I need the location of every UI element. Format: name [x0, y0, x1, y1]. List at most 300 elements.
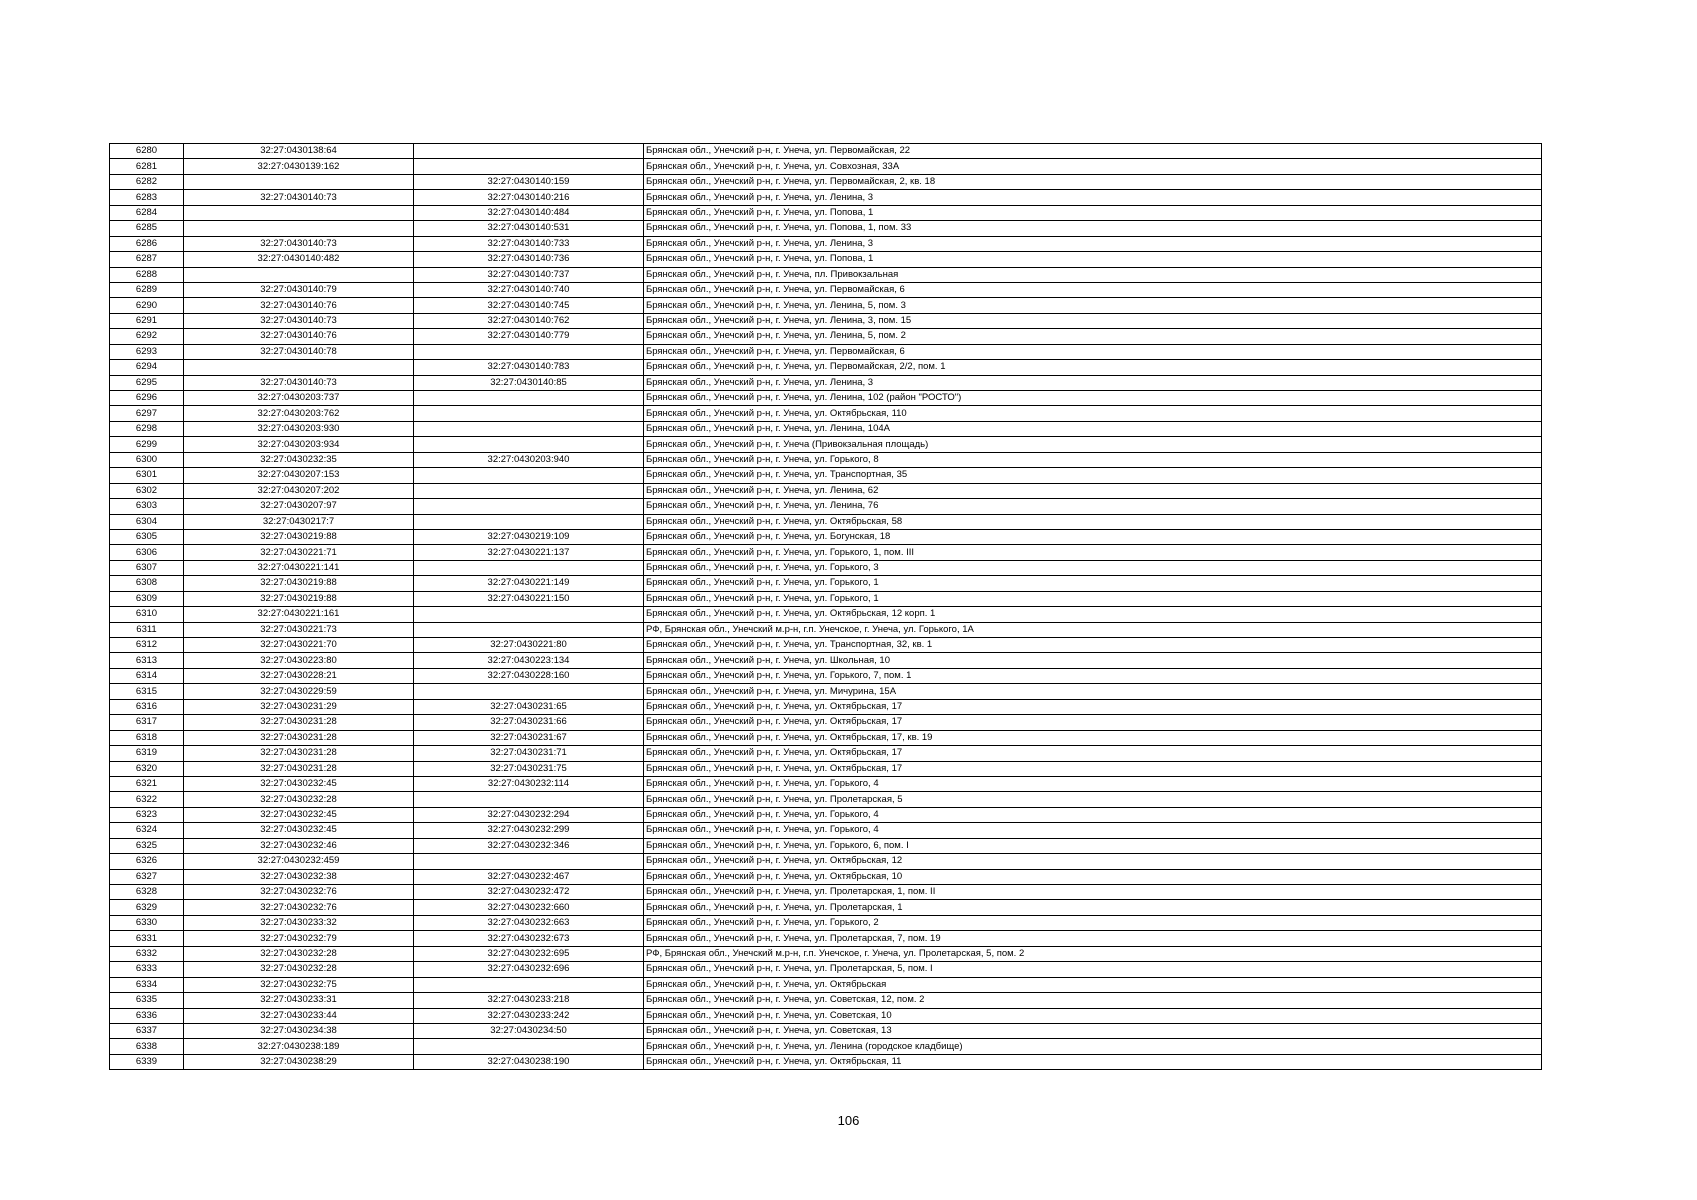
address-cell: Брянская обл., Унечский р-н, г. Унеча, ул. Ленина, 3, пом. 15: [644, 313, 1542, 328]
row-number-cell: 6324: [110, 823, 184, 838]
parcel-number-cell: 32:27:0430219:88: [184, 529, 414, 544]
object-number-cell: 32:27:0430140:733: [414, 236, 644, 251]
table-row: [110, 684, 1542, 699]
object-number-cell: [414, 159, 644, 174]
parcel-number-cell: 32:27:0430232:28: [184, 946, 414, 961]
table-row: [110, 375, 1542, 390]
table-row: [110, 622, 1542, 637]
object-number-cell: 32:27:0430219:109: [414, 529, 644, 544]
object-number-cell: 32:27:0430140:745: [414, 298, 644, 313]
row-number-cell: 6310: [110, 607, 184, 622]
object-number-cell: 32:27:0430231:65: [414, 699, 644, 714]
object-number-cell: 32:27:0430223:134: [414, 653, 644, 668]
object-number-cell: [414, 468, 644, 483]
object-number-cell: 32:27:0430232:673: [414, 931, 644, 946]
row-number-cell: 6312: [110, 638, 184, 653]
object-number-cell: 32:27:0430231:67: [414, 730, 644, 745]
object-number-cell: 32:27:0430221:80: [414, 638, 644, 653]
object-number-cell: 32:27:0430232:663: [414, 915, 644, 930]
row-number-cell: 6290: [110, 298, 184, 313]
parcel-number-cell: 32:27:0430140:73: [184, 236, 414, 251]
address-cell: Брянская обл., Унечский р-н, г. Унеча, ул. Пролетарская, 7, пом. 19: [644, 931, 1542, 946]
table-row: [110, 437, 1542, 452]
object-number-cell: 32:27:0430140:159: [414, 174, 644, 189]
address-cell: Брянская обл., Унечский р-н, г. Унеча, ул. Первомайская, 22: [644, 144, 1542, 159]
address-cell: Брянская обл., Унечский р-н, г. Унеча, ул. Попова, 1: [644, 252, 1542, 267]
address-cell: Брянская обл., Унечский р-н, г. Унеча, ул. Советская, 13: [644, 1023, 1542, 1038]
object-number-cell: 32:27:0430232:696: [414, 962, 644, 977]
address-cell: Брянская обл., Унечский р-н, г. Унеча, ул. Горького, 1, пом. III: [644, 545, 1542, 560]
table-row: [110, 360, 1542, 375]
parcel-number-cell: 32:27:0430231:28: [184, 715, 414, 730]
object-number-cell: 32:27:0430238:190: [414, 1054, 644, 1069]
table-row: [110, 576, 1542, 591]
parcel-number-cell: 32:27:0430221:73: [184, 622, 414, 637]
address-cell: Брянская обл., Унечский р-н, г. Унеча, ул. Богунская, 18: [644, 529, 1542, 544]
table-row: [110, 931, 1542, 946]
row-number-cell: 6325: [110, 838, 184, 853]
parcel-number-cell: [184, 267, 414, 282]
table-row: [110, 993, 1542, 1008]
table-row: [110, 483, 1542, 498]
table-row: [110, 298, 1542, 313]
parcel-number-cell: 32:27:0430140:79: [184, 282, 414, 297]
row-number-cell: 6294: [110, 360, 184, 375]
row-number-cell: 6306: [110, 545, 184, 560]
row-number-cell: 6284: [110, 205, 184, 220]
address-cell: Брянская обл., Унечский р-н, г. Унеча, ул. Ленина (городское кладбище): [644, 1039, 1542, 1054]
parcel-number-cell: 32:27:0430207:97: [184, 499, 414, 514]
parcel-number-cell: 32:27:0430221:161: [184, 607, 414, 622]
address-cell: Брянская обл., Унечский р-н, г. Унеча, ул. Октябрьская, 10: [644, 869, 1542, 884]
row-number-cell: 6331: [110, 931, 184, 946]
table-row: [110, 946, 1542, 961]
table-row: [110, 267, 1542, 282]
address-cell: Брянская обл., Унечский р-н, г. Унеча, ул. Ленина, 104А: [644, 421, 1542, 436]
address-cell: Брянская обл., Унечский р-н, г. Унеча, ул. Горького, 4: [644, 776, 1542, 791]
table-row: [110, 282, 1542, 297]
object-number-cell: 32:27:0430232:299: [414, 823, 644, 838]
parcel-number-cell: 32:27:0430232:46: [184, 838, 414, 853]
address-cell: Брянская обл., Унечский р-н, г. Унеча, ул. Первомайская, 2/2, пом. 1: [644, 360, 1542, 375]
address-cell: Брянская обл., Унечский р-н, г. Унеча, ул. Октябрьская, 110: [644, 406, 1542, 421]
address-cell: Брянская обл., Унечский р-н, г. Унеча (Привокзальная площадь): [644, 437, 1542, 452]
row-number-cell: 6291: [110, 313, 184, 328]
row-number-cell: 6313: [110, 653, 184, 668]
parcel-number-cell: 32:27:0430232:45: [184, 823, 414, 838]
object-number-cell: 32:27:0430140:762: [414, 313, 644, 328]
address-cell: Брянская обл., Унечский р-н, г. Унеча, ул. Октябрьская, 17: [644, 746, 1542, 761]
object-number-cell: [414, 406, 644, 421]
row-number-cell: 6283: [110, 190, 184, 205]
parcel-number-cell: 32:27:0430232:76: [184, 900, 414, 915]
parcel-number-cell: 32:27:0430232:75: [184, 977, 414, 992]
object-number-cell: 32:27:0430140:484: [414, 205, 644, 220]
row-number-cell: 6337: [110, 1023, 184, 1038]
table-row: [110, 391, 1542, 406]
address-cell: Брянская обл., Унечский р-н, г. Унеча, ул. Октябрьская: [644, 977, 1542, 992]
table-row: [110, 144, 1542, 159]
row-number-cell: 6296: [110, 391, 184, 406]
object-number-cell: [414, 607, 644, 622]
object-number-cell: [414, 344, 644, 359]
object-number-cell: 32:27:0430231:75: [414, 761, 644, 776]
address-cell: Брянская обл., Унечский р-н, г. Унеча, ул. Октябрьская, 58: [644, 514, 1542, 529]
address-cell: Брянская обл., Унечский р-н, г. Унеча, ул. Горького, 3: [644, 560, 1542, 575]
row-number-cell: 6297: [110, 406, 184, 421]
parcel-number-cell: 32:27:0430221:141: [184, 560, 414, 575]
row-number-cell: 6327: [110, 869, 184, 884]
table-row: [110, 869, 1542, 884]
address-cell: Брянская обл., Унечский р-н, г. Унеча, ул. Пролетарская, 1: [644, 900, 1542, 915]
address-cell: Брянская обл., Унечский р-н, г. Унеча, ул. Транспортная, 32, кв. 1: [644, 638, 1542, 653]
address-cell: Брянская обл., Унечский р-н, г. Унеча, ул. Попова, 1, пом. 33: [644, 221, 1542, 236]
parcel-number-cell: 32:27:0430233:31: [184, 993, 414, 1008]
table-row: [110, 776, 1542, 791]
object-number-cell: 32:27:0430232:294: [414, 807, 644, 822]
parcel-number-cell: 32:27:0430140:73: [184, 190, 414, 205]
parcel-number-cell: [184, 221, 414, 236]
row-number-cell: 6300: [110, 452, 184, 467]
parcel-number-cell: 32:27:0430238:29: [184, 1054, 414, 1069]
row-number-cell: 6326: [110, 854, 184, 869]
object-number-cell: 32:27:0430221:137: [414, 545, 644, 560]
object-number-cell: 32:27:0430232:467: [414, 869, 644, 884]
row-number-cell: 6322: [110, 792, 184, 807]
row-number-cell: 6293: [110, 344, 184, 359]
address-cell: Брянская обл., Унечский р-н, г. Унеча, ул. Горького, 6, пом. I: [644, 838, 1542, 853]
table-row: [110, 406, 1542, 421]
table-row: [110, 174, 1542, 189]
object-number-cell: [414, 560, 644, 575]
object-number-cell: [414, 144, 644, 159]
table-row: [110, 313, 1542, 328]
row-number-cell: 6328: [110, 885, 184, 900]
table-row: [110, 190, 1542, 205]
parcel-number-cell: [184, 360, 414, 375]
row-number-cell: 6305: [110, 529, 184, 544]
object-number-cell: 32:27:0430140:740: [414, 282, 644, 297]
table-row: [110, 915, 1542, 930]
address-cell: Брянская обл., Унечский р-н, г. Унеча, ул. Горького, 4: [644, 823, 1542, 838]
parcel-number-cell: 32:27:0430232:45: [184, 807, 414, 822]
parcel-number-cell: 32:27:0430238:189: [184, 1039, 414, 1054]
table-row: [110, 638, 1542, 653]
row-number-cell: 6285: [110, 221, 184, 236]
register-table: [109, 143, 1542, 1070]
address-cell: Брянская обл., Унечский р-н, г. Унеча, ул. Школьная, 10: [644, 653, 1542, 668]
parcel-number-cell: 32:27:0430233:32: [184, 915, 414, 930]
row-number-cell: 6311: [110, 622, 184, 637]
row-number-cell: 6298: [110, 421, 184, 436]
row-number-cell: 6301: [110, 468, 184, 483]
table-row: [110, 962, 1542, 977]
object-number-cell: 32:27:0430232:660: [414, 900, 644, 915]
register-table-body: [110, 144, 1542, 1070]
table-row: [110, 468, 1542, 483]
table-row: [110, 977, 1542, 992]
table-row: [110, 746, 1542, 761]
row-number-cell: 6334: [110, 977, 184, 992]
address-cell: РФ, Брянская обл., Унечский м.р-н, г.п. Унечское, г. Унеча, ул. Горького, 1А: [644, 622, 1542, 637]
parcel-number-cell: 32:27:0430203:934: [184, 437, 414, 452]
address-cell: Брянская обл., Унечский р-н, г. Унеча, ул. Ленина, 3: [644, 375, 1542, 390]
object-number-cell: [414, 684, 644, 699]
parcel-number-cell: 32:27:0430221:71: [184, 545, 414, 560]
row-number-cell: 6280: [110, 144, 184, 159]
object-number-cell: 32:27:0430221:149: [414, 576, 644, 591]
table-row: [110, 668, 1542, 683]
row-number-cell: 6299: [110, 437, 184, 452]
table-row: [110, 1054, 1542, 1069]
address-cell: Брянская обл., Унечский р-н, г. Унеча, ул. Октябрьская, 11: [644, 1054, 1542, 1069]
parcel-number-cell: 32:27:0430140:73: [184, 313, 414, 328]
parcel-number-cell: 32:27:0430203:737: [184, 391, 414, 406]
object-number-cell: 32:27:0430140:783: [414, 360, 644, 375]
parcel-number-cell: 32:27:0430207:202: [184, 483, 414, 498]
parcel-number-cell: 32:27:0430207:153: [184, 468, 414, 483]
row-number-cell: 6287: [110, 252, 184, 267]
table-row: [110, 900, 1542, 915]
parcel-number-cell: 32:27:0430139:162: [184, 159, 414, 174]
object-number-cell: [414, 622, 644, 637]
table-row: [110, 653, 1542, 668]
row-number-cell: 6321: [110, 776, 184, 791]
parcel-number-cell: 32:27:0430231:29: [184, 699, 414, 714]
parcel-number-cell: 32:27:0430233:44: [184, 1008, 414, 1023]
row-number-cell: 6338: [110, 1039, 184, 1054]
object-number-cell: 32:27:0430232:114: [414, 776, 644, 791]
object-number-cell: 32:27:0430140:736: [414, 252, 644, 267]
row-number-cell: 6315: [110, 684, 184, 699]
row-number-cell: 6317: [110, 715, 184, 730]
object-number-cell: [414, 391, 644, 406]
address-cell: Брянская обл., Унечский р-н, г. Унеча, ул. Октябрьская, 12 корп. 1: [644, 607, 1542, 622]
address-cell: Брянская обл., Унечский р-н, г. Унеча, ул. Советская, 10: [644, 1008, 1542, 1023]
object-number-cell: 32:27:0430232:346: [414, 838, 644, 853]
row-number-cell: 6307: [110, 560, 184, 575]
object-number-cell: [414, 483, 644, 498]
parcel-number-cell: 32:27:0430232:28: [184, 792, 414, 807]
row-number-cell: 6288: [110, 267, 184, 282]
table-row: [110, 730, 1542, 745]
parcel-number-cell: 32:27:0430217:7: [184, 514, 414, 529]
table-row: [110, 807, 1542, 822]
table-row: [110, 252, 1542, 267]
address-cell: РФ, Брянская обл., Унечский м.р-н, г.п. Унечское, г. Унеча, ул. Пролетарская, 5, пом. 2: [644, 946, 1542, 961]
object-number-cell: [414, 1039, 644, 1054]
object-number-cell: 32:27:0430140:85: [414, 375, 644, 390]
table-row: [110, 838, 1542, 853]
parcel-number-cell: 32:27:0430231:28: [184, 746, 414, 761]
row-number-cell: 6303: [110, 499, 184, 514]
address-cell: Брянская обл., Унечский р-н, г. Унеча, ул. Ленина, 3: [644, 236, 1542, 251]
address-cell: Брянская обл., Унечский р-н, г. Унеча, ул. Горького, 1: [644, 591, 1542, 606]
object-number-cell: 32:27:0430231:66: [414, 715, 644, 730]
row-number-cell: 6281: [110, 159, 184, 174]
parcel-number-cell: 32:27:0430232:28: [184, 962, 414, 977]
parcel-number-cell: 32:27:0430203:762: [184, 406, 414, 421]
row-number-cell: 6333: [110, 962, 184, 977]
row-number-cell: 6335: [110, 993, 184, 1008]
row-number-cell: 6308: [110, 576, 184, 591]
address-cell: Брянская обл., Унечский р-н, г. Унеча, ул. Ленина, 5, пом. 3: [644, 298, 1542, 313]
object-number-cell: 32:27:0430234:50: [414, 1023, 644, 1038]
address-cell: Брянская обл., Унечский р-н, г. Унеча, ул. Первомайская, 6: [644, 344, 1542, 359]
object-number-cell: 32:27:0430231:71: [414, 746, 644, 761]
object-number-cell: [414, 977, 644, 992]
table-row: [110, 699, 1542, 714]
address-cell: Брянская обл., Унечский р-н, г. Унеча, ул. Транспортная, 35: [644, 468, 1542, 483]
table-row: [110, 607, 1542, 622]
address-cell: Брянская обл., Унечский р-н, г. Унеча, ул. Горького, 7, пом. 1: [644, 668, 1542, 683]
table-row: [110, 545, 1542, 560]
row-number-cell: 6282: [110, 174, 184, 189]
table-row: [110, 236, 1542, 251]
address-cell: Брянская обл., Унечский р-н, г. Унеча, ул. Попова, 1: [644, 205, 1542, 220]
address-cell: Брянская обл., Унечский р-н, г. Унеча, ул. Пролетарская, 5, пом. I: [644, 962, 1542, 977]
table-row: [110, 591, 1542, 606]
parcel-number-cell: 32:27:0430232:45: [184, 776, 414, 791]
table-row: [110, 715, 1542, 730]
row-number-cell: 6309: [110, 591, 184, 606]
object-number-cell: [414, 514, 644, 529]
address-cell: Брянская обл., Унечский р-н, г. Унеча, ул. Октябрьская, 17: [644, 699, 1542, 714]
address-cell: Брянская обл., Унечский р-н, г. Унеча, ул. Октябрьская, 17: [644, 761, 1542, 776]
table-row: [110, 560, 1542, 575]
table-row: [110, 159, 1542, 174]
parcel-number-cell: 32:27:0430203:930: [184, 421, 414, 436]
table-row: [110, 514, 1542, 529]
parcel-number-cell: 32:27:0430231:28: [184, 730, 414, 745]
address-cell: Брянская обл., Унечский р-н, г. Унеча, ул. Ленина, 62: [644, 483, 1542, 498]
object-number-cell: [414, 437, 644, 452]
parcel-number-cell: 32:27:0430140:73: [184, 375, 414, 390]
address-cell: Брянская обл., Унечский р-н, г. Унеча, ул. Пролетарская, 1, пом. II: [644, 885, 1542, 900]
parcel-number-cell: 32:27:0430140:78: [184, 344, 414, 359]
row-number-cell: 6304: [110, 514, 184, 529]
table-row: [110, 452, 1542, 467]
parcel-number-cell: [184, 205, 414, 220]
table-row: [110, 854, 1542, 869]
table-row: [110, 205, 1542, 220]
address-cell: Брянская обл., Унечский р-н, г. Унеча, ул. Октябрьская, 17: [644, 715, 1542, 730]
parcel-number-cell: [184, 174, 414, 189]
parcel-number-cell: 32:27:0430234:38: [184, 1023, 414, 1038]
parcel-number-cell: 32:27:0430229:59: [184, 684, 414, 699]
table-row: [110, 792, 1542, 807]
parcel-number-cell: 32:27:0430232:459: [184, 854, 414, 869]
address-cell: Брянская обл., Унечский р-н, г. Унеча, ул. Совхозная, 33А: [644, 159, 1542, 174]
address-cell: Брянская обл., Унечский р-н, г. Унеча, ул. Октябрьская, 12: [644, 854, 1542, 869]
table-row: [110, 1039, 1542, 1054]
row-number-cell: 6339: [110, 1054, 184, 1069]
row-number-cell: 6302: [110, 483, 184, 498]
parcel-number-cell: 32:27:0430140:76: [184, 298, 414, 313]
object-number-cell: 32:27:0430140:531: [414, 221, 644, 236]
row-number-cell: 6314: [110, 668, 184, 683]
row-number-cell: 6323: [110, 807, 184, 822]
address-cell: Брянская обл., Унечский р-н, г. Унеча, ул. Октябрьская, 17, кв. 19: [644, 730, 1542, 745]
parcel-number-cell: 32:27:0430232:76: [184, 885, 414, 900]
address-cell: Брянская обл., Унечский р-н, г. Унеча, ул. Ленина, 102 (район "РОСТО"): [644, 391, 1542, 406]
row-number-cell: 6330: [110, 915, 184, 930]
table-row: [110, 1008, 1542, 1023]
row-number-cell: 6332: [110, 946, 184, 961]
parcel-number-cell: 32:27:0430223:80: [184, 653, 414, 668]
row-number-cell: 6329: [110, 900, 184, 915]
address-cell: Брянская обл., Унечский р-н, г. Унеча, ул. Пролетарская, 5: [644, 792, 1542, 807]
row-number-cell: 6318: [110, 730, 184, 745]
address-cell: Брянская обл., Унечский р-н, г. Унеча, пл. Привокзальная: [644, 267, 1542, 282]
address-cell: Брянская обл., Унечский р-н, г. Унеча, ул. Горького, 2: [644, 915, 1542, 930]
object-number-cell: 32:27:0430232:695: [414, 946, 644, 961]
table-row: [110, 499, 1542, 514]
object-number-cell: [414, 854, 644, 869]
address-cell: Брянская обл., Унечский р-н, г. Унеча, ул. Ленина, 5, пом. 2: [644, 329, 1542, 344]
parcel-number-cell: 32:27:0430232:38: [184, 869, 414, 884]
parcel-number-cell: 32:27:0430228:21: [184, 668, 414, 683]
row-number-cell: 6295: [110, 375, 184, 390]
parcel-number-cell: 32:27:0430138:64: [184, 144, 414, 159]
row-number-cell: 6292: [110, 329, 184, 344]
row-number-cell: 6319: [110, 746, 184, 761]
object-number-cell: [414, 499, 644, 514]
row-number-cell: 6289: [110, 282, 184, 297]
object-number-cell: [414, 792, 644, 807]
address-cell: Брянская обл., Унечский р-н, г. Унеча, ул. Ленина, 76: [644, 499, 1542, 514]
table-row: [110, 761, 1542, 776]
parcel-number-cell: 32:27:0430231:28: [184, 761, 414, 776]
page-number: 106: [837, 1113, 860, 1128]
object-number-cell: 32:27:0430228:160: [414, 668, 644, 683]
object-number-cell: 32:27:0430140:216: [414, 190, 644, 205]
address-cell: Брянская обл., Унечский р-н, г. Унеча, ул. Горького, 4: [644, 807, 1542, 822]
parcel-number-cell: 32:27:0430232:79: [184, 931, 414, 946]
parcel-number-cell: 32:27:0430219:88: [184, 591, 414, 606]
parcel-number-cell: 32:27:0430140:482: [184, 252, 414, 267]
object-number-cell: 32:27:0430221:150: [414, 591, 644, 606]
row-number-cell: 6286: [110, 236, 184, 251]
table-row: [110, 1023, 1542, 1038]
table-row: [110, 329, 1542, 344]
table-row: [110, 529, 1542, 544]
address-cell: Брянская обл., Унечский р-н, г. Унеча, ул. Первомайская, 2, кв. 18: [644, 174, 1542, 189]
parcel-number-cell: 32:27:0430140:76: [184, 329, 414, 344]
object-number-cell: 32:27:0430140:779: [414, 329, 644, 344]
parcel-number-cell: 32:27:0430221:70: [184, 638, 414, 653]
address-cell: Брянская обл., Унечский р-н, г. Унеча, ул. Горького, 1: [644, 576, 1542, 591]
row-number-cell: 6336: [110, 1008, 184, 1023]
row-number-cell: 6316: [110, 699, 184, 714]
object-number-cell: 32:27:0430203:940: [414, 452, 644, 467]
address-cell: Брянская обл., Унечский р-н, г. Унеча, ул. Советская, 12, пом. 2: [644, 993, 1542, 1008]
address-cell: Брянская обл., Унечский р-н, г. Унеча, ул. Ленина, 3: [644, 190, 1542, 205]
object-number-cell: 32:27:0430140:737: [414, 267, 644, 282]
object-number-cell: 32:27:0430233:242: [414, 1008, 644, 1023]
table-row: [110, 823, 1542, 838]
object-number-cell: [414, 421, 644, 436]
table-row: [110, 344, 1542, 359]
parcel-number-cell: 32:27:0430232:35: [184, 452, 414, 467]
address-cell: Брянская обл., Унечский р-н, г. Унеча, ул. Горького, 8: [644, 452, 1542, 467]
address-cell: Брянская обл., Унечский р-н, г. Унеча, ул. Мичурина, 15А: [644, 684, 1542, 699]
row-number-cell: 6320: [110, 761, 184, 776]
object-number-cell: 32:27:0430233:218: [414, 993, 644, 1008]
table-row: [110, 221, 1542, 236]
table-row: [110, 421, 1542, 436]
address-cell: Брянская обл., Унечский р-н, г. Унеча, ул. Первомайская, 6: [644, 282, 1542, 297]
